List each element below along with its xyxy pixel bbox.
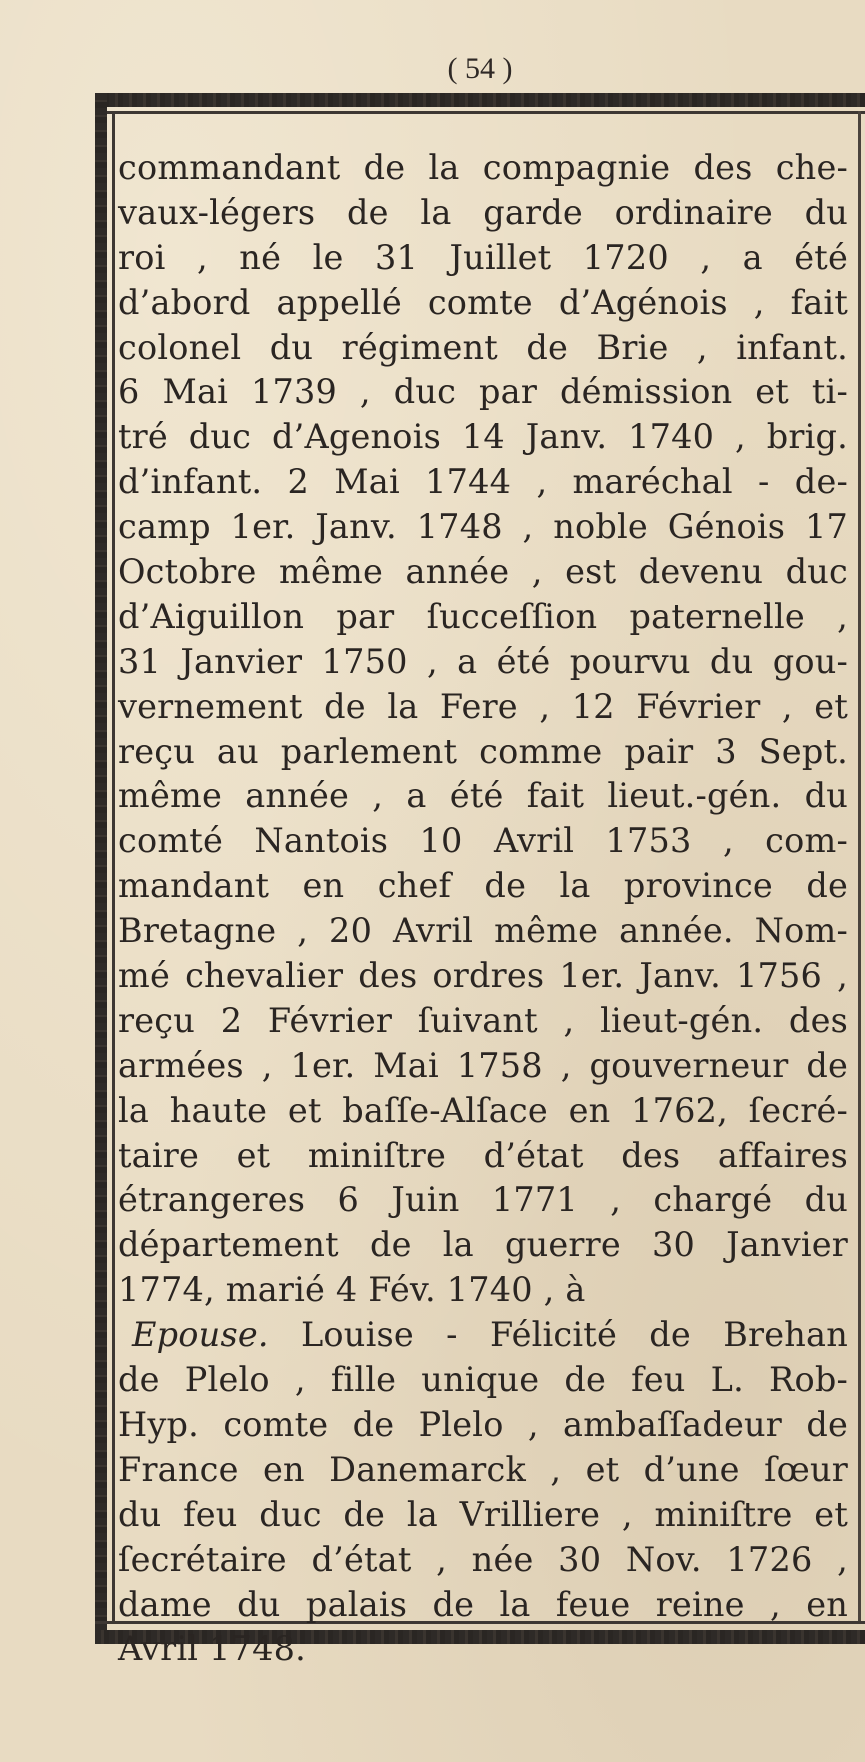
text-line: armées , 1er. Mai 1758 , gouverneur de <box>118 1045 848 1085</box>
text-line: d’abord appellé comte d’Agénois , fait <box>118 282 848 322</box>
text-line: du feu duc de la Vrilliere , miniſtre et <box>118 1494 848 1534</box>
page-number: ( 54 ) <box>447 52 513 85</box>
spouse-name: Louise - Félicité de Brehan <box>268 1315 848 1355</box>
text-line: 1774, marié 4 Fév. 1740 , à <box>118 1270 586 1310</box>
text-line: France en Danemarck , et d’une ſœur <box>118 1449 848 1489</box>
body-text <box>118 146 848 1672</box>
text-line: dame du palais de la feue reine , en <box>118 1584 848 1624</box>
text-line: reçu au parlement comme pair 3 Sept. <box>118 731 848 771</box>
text-line: mé chevalier des ordres 1er. Janv. 1756 , <box>118 956 848 996</box>
right-border-thin <box>858 111 861 1624</box>
spouse-first-line <box>118 1313 848 1358</box>
text-line: taire et miniſtre d’état des affaires <box>118 1135 848 1175</box>
text-line: la haute et baſſe-Alſace en 1762, ſecré- <box>118 1090 848 1130</box>
text-line: Hyp. comte de Plelo , ambaſſadeur de <box>118 1404 848 1444</box>
text-line: Octobre même année , est devenu duc <box>118 552 848 592</box>
text-line: 6 Mai 1739 , duc par démission et ti- <box>118 372 848 412</box>
text-line: d’Aiguillon par ſucceſſion paternelle , <box>118 596 848 636</box>
text-line: camp 1er. Janv. 1748 , noble Génois 17 <box>118 507 848 547</box>
text-line: vernement de la Fere , 12 Février , et <box>118 686 848 726</box>
text-line: même année , a été fait lieut.-gén. du <box>118 776 848 816</box>
left-border-thin <box>112 111 115 1624</box>
top-border-thin <box>95 111 865 114</box>
text-line: Bretagne , 20 Avril même année. Nom- <box>118 911 848 951</box>
text-line: étrangeres 6 Juin 1771 , chargé du <box>118 1180 848 1220</box>
text-line: colonel du régiment de Brie , infant. <box>118 327 848 367</box>
text-line: reçu 2 Février ſuivant , lieut-gén. des <box>118 1000 848 1040</box>
spouse-label: Epouse. <box>132 1315 269 1355</box>
text-line: 31 Janvier 1750 , a été pourvu du gou- <box>118 641 848 681</box>
text-line: ſecrétaire d’état , née 30 Nov. 1726 , <box>118 1539 848 1579</box>
text-line: département de la guerre 30 Janvier <box>118 1225 848 1265</box>
top-border-thick <box>95 93 865 107</box>
text-line: de Plelo , fille unique de feu L. Rob- <box>118 1360 848 1400</box>
text-line: Avril 1748. <box>118 1629 306 1669</box>
text-line: tré duc d’Agenois 14 Janv. 1740 , brig. <box>118 417 848 457</box>
text-line: comté Nantois 10 Avril 1753 , com- <box>118 821 848 861</box>
text-line: roi , né le 31 Juillet 1720 , a été <box>118 237 848 277</box>
left-border-thick <box>95 93 107 1644</box>
text-line: d’infant. 2 Mai 1744 , maréchal - de- <box>118 462 848 502</box>
text-line: vaux-légers de la garde ordinaire du <box>118 192 848 232</box>
text-line: mandant en chef de la province de <box>118 866 848 906</box>
text-line: commandant de la compagnie des che- <box>118 148 848 187</box>
